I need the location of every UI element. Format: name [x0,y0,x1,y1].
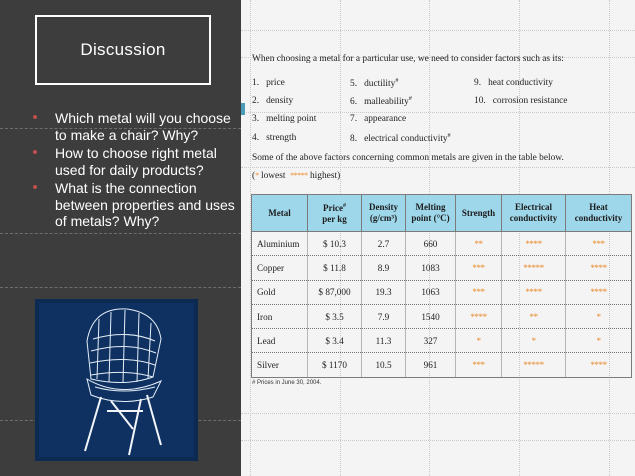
bullet-text: What is the connection between properties and uses of metals? Why? [55,180,235,229]
divider [0,233,241,234]
melting-point-cell: 1083 [406,256,456,280]
column-header: Electrical conductivity [502,195,566,232]
table-row [252,256,632,280]
textbook-page-image [241,0,635,476]
column-header: Heat conductivity [566,195,632,232]
factor-item: 3. melting point [252,114,317,124]
density-cell: 10.5 [362,353,406,377]
density-cell: 8.9 [362,256,406,280]
metals-table [251,194,632,378]
table-row [252,304,632,328]
metal-cell: Silver [252,353,308,377]
table-row [252,329,632,353]
factor-item: 8. electrical conductivity# [350,133,451,145]
bullet-icon [33,115,37,119]
discussion-bullets [33,110,238,232]
intro-text: When choosing a metal for a particular use, we need to consider factors such as its: [252,54,564,64]
bullet-item [33,110,238,143]
factor-item: 7. appearance [350,114,407,124]
left-panel [0,0,241,476]
bullet-item [33,145,238,178]
rating-legend: (* lowest ***** highest) [252,171,341,181]
metal-cell: Gold [252,280,308,304]
table-row [252,353,632,377]
factor-item: 1. price [252,78,285,88]
metal-cell: Lead [252,329,308,353]
density-cell: 19.3 [362,280,406,304]
column-header: Density (g/cm³) [362,195,406,232]
textbook-excerpt [241,0,635,476]
melting-point-cell: 1063 [406,280,456,304]
density-cell: 2.7 [362,232,406,256]
electrical-rating: ***** [502,256,566,280]
heat-rating: *** [566,232,632,256]
slide-title-box[interactable] [35,15,211,85]
table-intro-text: Some of the above factors concerning common metals are given in the table below. [252,153,564,163]
price-cell: $ 1170 [308,353,362,377]
density-cell: 11.3 [362,329,406,353]
column-header: Price# per kg [308,195,362,232]
factor-item: 10. corrosion resistance [474,96,568,106]
strength-rating: *** [456,280,502,304]
strength-rating: ** [456,232,502,256]
bullet-icon [33,185,37,189]
heat-rating: **** [566,256,632,280]
electrical-rating: * [502,329,566,353]
electrical-rating: **** [502,280,566,304]
bullet-icon [33,150,37,154]
strength-rating: *** [456,256,502,280]
melting-point-cell: 1540 [406,304,456,328]
star-icon: * [255,171,259,180]
heat-rating: **** [566,353,632,377]
heat-rating: * [566,304,632,328]
column-header: Melting point (°C) [406,195,456,232]
star-icon: ***** [290,171,308,180]
melting-point-cell: 961 [406,353,456,377]
factor-item: 5. ductility# [350,78,399,90]
table-header-row [252,195,632,232]
price-cell: $ 3.5 [308,304,362,328]
price-cell: $ 11.8 [308,256,362,280]
strength-rating: * [456,329,502,353]
strength-rating: **** [456,304,502,328]
factor-item: 2. density [252,96,294,106]
metal-cell: Aluminium [252,232,308,256]
electrical-rating: ***** [502,353,566,377]
chair-image[interactable] [35,299,198,461]
factor-item: 9. heat conductivity [474,78,553,88]
bullet-text: Which metal will you choose to make a chair? Why? [55,110,231,143]
bullet-item [33,180,238,230]
price-footnote: # Prices in June 30, 2004. [252,380,322,386]
heat-rating: * [566,329,632,353]
metal-cell: Copper [252,256,308,280]
factor-item: 6. malleability# [350,96,412,108]
divider [0,287,241,288]
price-cell: $ 87,000 [308,280,362,304]
wire-chair-icon [35,299,198,461]
melting-point-cell: 660 [406,232,456,256]
price-cell: $ 10.3 [308,232,362,256]
factor-item: 4. strength [252,133,297,143]
electrical-rating: ** [502,304,566,328]
metal-cell: Iron [252,304,308,328]
column-header: Metal [252,195,308,232]
slide-title: Discussion [80,40,166,59]
electrical-rating: **** [502,232,566,256]
strength-rating: *** [456,353,502,377]
melting-point-cell: 327 [406,329,456,353]
bullet-text: How to choose right metal used for daily products? [55,145,217,178]
table-row [252,280,632,304]
column-header: Strength [456,195,502,232]
price-cell: $ 3.4 [308,329,362,353]
density-cell: 7.9 [362,304,406,328]
heat-rating: **** [566,280,632,304]
table-row [252,232,632,256]
